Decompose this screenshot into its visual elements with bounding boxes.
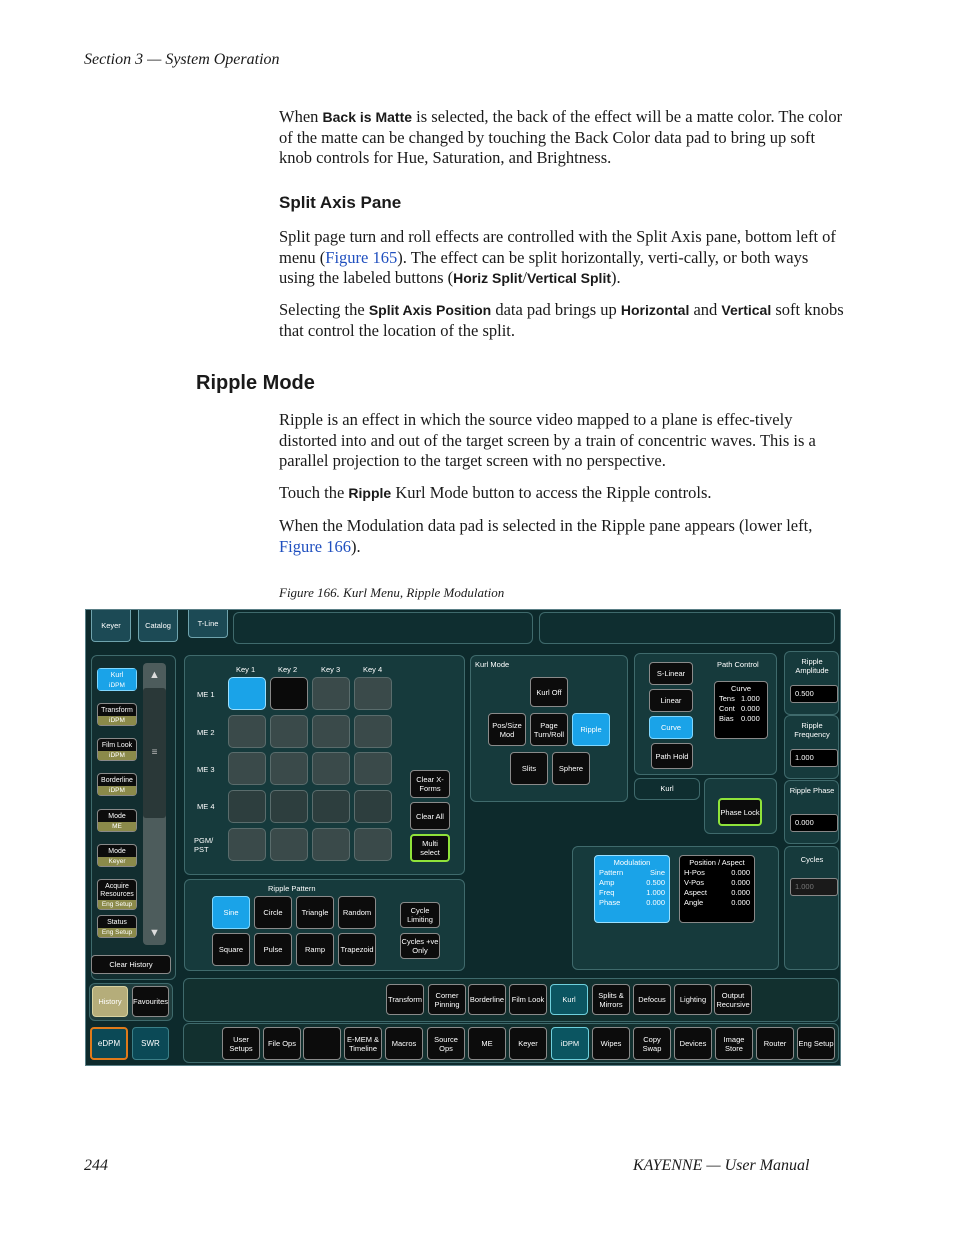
pattern-random-button[interactable]: Random <box>338 896 376 929</box>
grid-me3-key4[interactable] <box>354 752 392 785</box>
figure-caption: Figure 166. Kurl Menu, Ripple Modulation <box>279 585 505 600</box>
path-control-title: Path Control <box>717 660 759 669</box>
pattern-pulse-button[interactable]: Pulse <box>254 933 292 966</box>
cycles-ve-only-button[interactable]: Cycles +ve Only <box>400 933 440 959</box>
split-axis-paragraph-1: Split page turn and roll effects are controlled with the Split Axis pane, bottom left of menu (Figure 165). The effect can be split horizontally, verti-cally, or both ways using the labeled buttons (Horiz Split/Vertical Split). <box>279 227 836 287</box>
key-1-label: Key 1 <box>236 665 256 674</box>
linear-button[interactable]: Linear <box>649 689 693 712</box>
cycles-value[interactable]: 1.000 <box>790 878 838 896</box>
grid-me4-key3[interactable] <box>312 790 350 823</box>
ripple-frequency-label: Ripple Frequency <box>794 721 830 739</box>
nav-button-11[interactable]: Devices <box>674 1027 712 1060</box>
cycles-label: Cycles <box>800 855 824 864</box>
edpm-button[interactable]: eDPM <box>90 1027 128 1060</box>
ripple-pattern-title: Ripple Pattern <box>268 884 316 893</box>
grid-me3-key1[interactable] <box>228 752 266 785</box>
page-turn-roll-button[interactable]: Page Turn/Roll <box>530 713 568 746</box>
me3-label: ME 3 <box>197 765 215 774</box>
effect-tab-7[interactable]: Lighting <box>674 984 712 1015</box>
grid-me4-key4[interactable] <box>354 790 392 823</box>
pattern-circle-button[interactable]: Circle <box>254 896 292 929</box>
top-display-left <box>233 612 533 644</box>
grid-me2-key4[interactable] <box>354 715 392 748</box>
position-aspect-data-pad[interactable]: Position / Aspect H-Pos 0.000 V-Pos 0.000 Aspect 0.000 Angle 0.000 <box>679 855 755 923</box>
kurl-menu-screenshot <box>85 609 841 1066</box>
key-3-label: Key 3 <box>321 665 341 674</box>
s-linear-button[interactable]: S-Linear <box>649 662 693 685</box>
history-button[interactable]: History <box>92 986 128 1017</box>
ripple-button[interactable]: Ripple <box>572 713 610 746</box>
grid-me2-key1[interactable] <box>228 715 266 748</box>
key-2-label: Key 2 <box>278 665 298 674</box>
nav-button-6[interactable]: ME <box>468 1027 506 1060</box>
curve-data-pad[interactable]: Curve Tens 1.000 Cont 0.000 Bias 0.000 <box>714 681 768 739</box>
path-hold-button[interactable]: Path Hold <box>651 743 693 769</box>
nav-button-5[interactable]: Source Ops <box>427 1027 465 1060</box>
page-number: 244 <box>84 1157 108 1174</box>
grid-me1-key4[interactable] <box>354 677 392 710</box>
curve-button[interactable]: Curve <box>649 716 693 739</box>
grid-me1-key1[interactable] <box>228 677 266 710</box>
nav-button-8[interactable]: iDPM <box>551 1027 589 1060</box>
ripple-frequency-value[interactable]: 1.000 <box>790 749 838 767</box>
nav-button-13[interactable]: Router <box>756 1027 794 1060</box>
nav-button-4[interactable]: Macros <box>385 1027 423 1060</box>
effect-tab-3[interactable]: Film Look <box>509 984 547 1015</box>
grid-me4-key2[interactable] <box>270 790 308 823</box>
favourites-button[interactable]: Favourites <box>132 986 169 1017</box>
tab-catalog[interactable]: Catalog <box>138 610 178 642</box>
pattern-triangle-button[interactable]: Triangle <box>296 896 334 929</box>
nav-button-10[interactable]: Copy Swap <box>633 1027 671 1060</box>
nav-button-14[interactable]: Eng Setup <box>797 1027 835 1060</box>
cycle-limiting-button[interactable]: Cycle Limiting <box>400 902 440 928</box>
scroll-up-icon[interactable]: ▲ <box>149 669 160 681</box>
scroll-down-icon[interactable]: ▼ <box>149 927 160 939</box>
back-is-matte-paragraph: When Back is Matte is selected, the back of the effect will be a matte color. The color of the matte can be changed by touching the Back Color data pad to bring up soft knob controls for Hue, Saturation, and Brightness. <box>279 107 843 167</box>
swr-button[interactable]: SWR <box>132 1027 169 1060</box>
history-item-borderline[interactable]: Borderline iDPM <box>97 773 137 796</box>
cycles-pane <box>784 846 839 970</box>
pgm-pst-label: PGM/ PST <box>194 836 214 854</box>
footer-title: KAYENNE — User Manual <box>633 1157 810 1174</box>
effect-tab-1[interactable]: Corner Pinning <box>428 984 466 1015</box>
ripple-phase-label: Ripple Phase <box>789 786 835 795</box>
split-axis-paragraph-2: Selecting the Split Axis Position data pad brings up Horizontal and Vertical soft knobs that control the location of the split. <box>279 300 844 340</box>
grid-me1-key2[interactable] <box>270 677 308 710</box>
history-item-status[interactable]: Status Eng Setup <box>97 915 137 938</box>
figure-166-link[interactable]: Figure 166 <box>279 536 351 556</box>
key-4-label: Key 4 <box>363 665 383 674</box>
pos-size-mod-button[interactable]: Pos/Size Mod <box>488 713 526 746</box>
grid-pgm-key4[interactable] <box>354 828 392 861</box>
grid-pgm-key3[interactable] <box>312 828 350 861</box>
top-display-right <box>539 612 835 644</box>
grid-me2-key3[interactable] <box>312 715 350 748</box>
grid-me3-key3[interactable] <box>312 752 350 785</box>
grid-pgm-key2[interactable] <box>270 828 308 861</box>
history-item-film-look[interactable]: Film Look iDPM <box>97 738 137 761</box>
history-item-transform[interactable]: Transform iDPM <box>97 703 137 726</box>
pattern-trapezoid-button[interactable]: Trapezoid <box>338 933 376 966</box>
pattern-square-button[interactable]: Square <box>212 933 250 966</box>
clear-xforms-button[interactable]: Clear X-Forms <box>410 770 450 798</box>
effect-tab-5[interactable]: Splits & Mirrors <box>592 984 630 1015</box>
ripple-phase-value[interactable]: 0.000 <box>790 814 838 832</box>
running-header: Section 3 — System Operation <box>84 51 280 68</box>
grid-me3-key2[interactable] <box>270 752 308 785</box>
me2-label: ME 2 <box>197 728 215 737</box>
grid-me2-key2[interactable] <box>270 715 308 748</box>
scroll-thumb[interactable]: ≡ <box>143 688 166 818</box>
history-item-acquire-resources[interactable]: Acquire Resources Eng Setup <box>97 879 137 910</box>
slits-button[interactable]: Slits <box>510 752 548 785</box>
grid-pgm-key1[interactable] <box>228 828 266 861</box>
kurl-mode-title: Kurl Mode <box>475 660 510 669</box>
history-item-kurl[interactable]: Kurl iDPM <box>97 668 137 691</box>
nav-button-0[interactable]: User Setups <box>222 1027 260 1060</box>
grid-me1-key3[interactable] <box>312 677 350 710</box>
ripple-amplitude-value[interactable]: 0.500 <box>790 685 838 703</box>
tab-keyer[interactable]: Keyer <box>91 610 131 642</box>
ripple-paragraph-3: When the Modulation data pad is selected in the Ripple pane appears (lower left, Figure 166). <box>279 516 813 556</box>
effect-tab-8[interactable]: Output Recursive <box>714 984 752 1015</box>
nav-button-7[interactable]: Keyer <box>509 1027 547 1060</box>
clear-all-button[interactable]: Clear All <box>410 802 450 830</box>
me1-label: ME 1 <box>197 690 215 699</box>
tab-t-line[interactable]: T-Line <box>188 610 228 638</box>
modulation-data-pad[interactable]: Modulation Pattern Sine Amp 0.500 Freq 1.000 Phase 0.000 <box>594 855 670 923</box>
effect-tab-6[interactable]: Defocus <box>633 984 671 1015</box>
nav-button-2[interactable] <box>303 1027 341 1060</box>
figure-165-link[interactable]: Figure 165 <box>325 247 398 267</box>
pattern-sine-button[interactable]: Sine <box>212 896 250 929</box>
me4-label: ME 4 <box>197 802 215 811</box>
grid-me4-key1[interactable] <box>228 790 266 823</box>
ripple-amplitude-label: Ripple Amplitude <box>795 657 829 675</box>
effect-tab-2[interactable]: Borderline <box>468 984 506 1015</box>
multi-select-button[interactable]: Multi select <box>410 834 450 862</box>
history-item-mode-me[interactable]: Mode ME <box>97 809 137 832</box>
phase-lock-button[interactable]: Phase Lock <box>718 798 762 826</box>
effect-tab-4[interactable]: Kurl <box>550 984 588 1015</box>
nav-button-3[interactable]: E-MEM & Timeline <box>344 1027 382 1060</box>
ripple-mode-heading: Ripple Mode <box>196 372 315 394</box>
nav-button-9[interactable]: Wipes <box>592 1027 630 1060</box>
split-axis-heading: Split Axis Pane <box>279 193 402 212</box>
nav-button-12[interactable]: Image Store <box>715 1027 753 1060</box>
effect-tab-0[interactable]: Transform <box>386 984 424 1015</box>
sphere-button[interactable]: Sphere <box>552 752 590 785</box>
nav-button-1[interactable]: File Ops <box>263 1027 301 1060</box>
kurl-off-button[interactable]: Kurl Off <box>530 677 568 707</box>
ripple-paragraph-2: Touch the Ripple Kurl Mode button to access the Ripple controls. <box>279 483 712 502</box>
pattern-ramp-button[interactable]: Ramp <box>296 933 334 966</box>
kurl-label: Kurl <box>634 778 700 800</box>
clear-history-button[interactable]: Clear History <box>91 955 171 974</box>
ripple-paragraph-1: Ripple is an effect in which the source video mapped to a plane is effec-tively distorted into and out of the target screen by a train of concentric waves. This is a parallel projection to the target screen with no perspective. <box>279 410 816 470</box>
history-item-mode-keyer[interactable]: Mode Keyer <box>97 844 137 867</box>
